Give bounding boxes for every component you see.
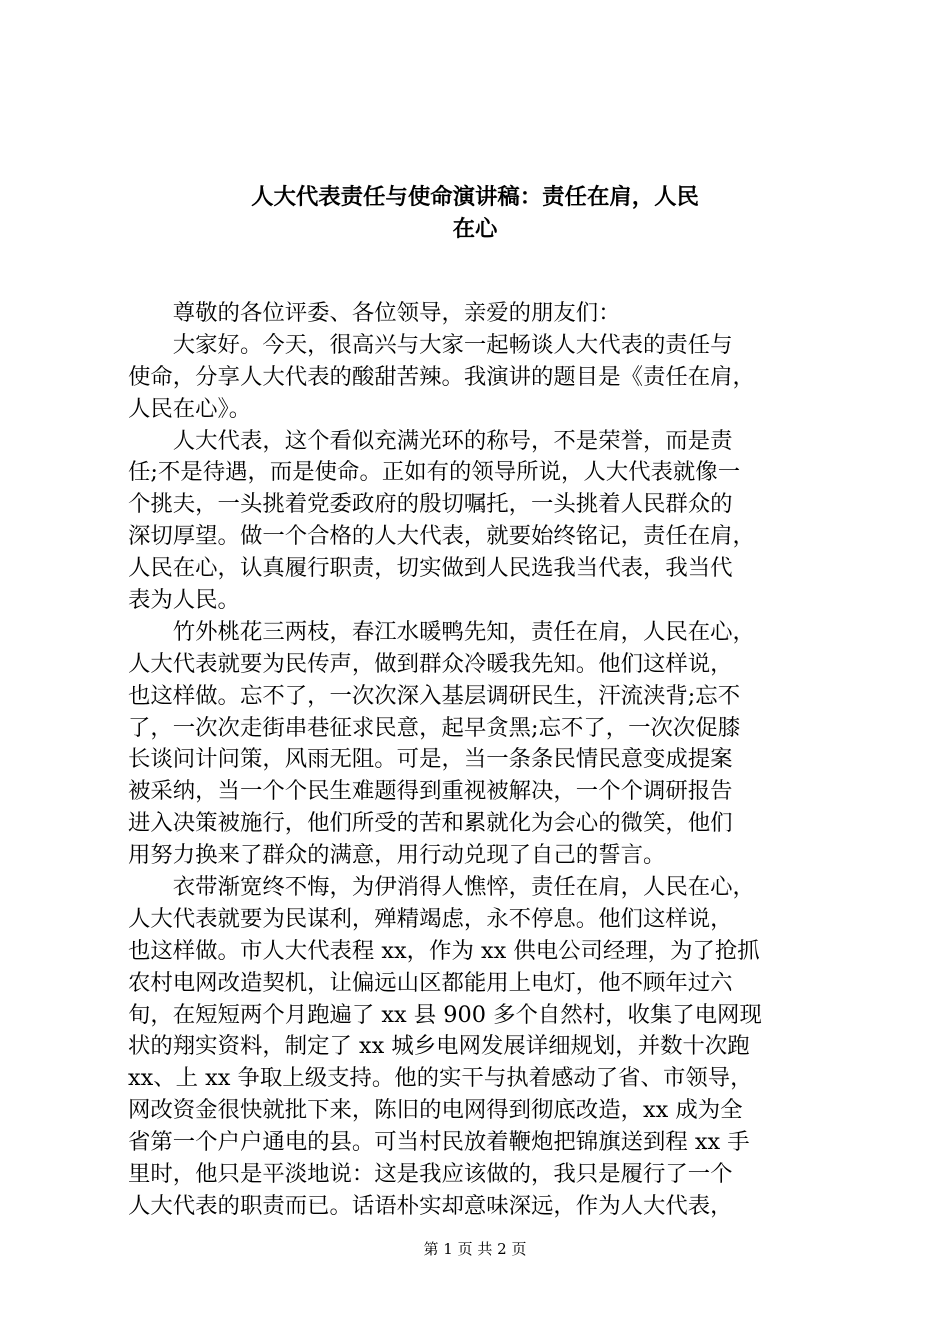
body-line: 农村电网改造契机，让偏远山区都能用上电灯，他不顾年过六 [128,969,733,996]
body-line: 大家好。今天，很高兴与大家一起畅谈人大代表的责任与 [128,331,733,358]
body-line: 衣带渐宽终不悔，为伊消得人憔悴，责任在肩，人民在心， [128,874,755,901]
body-line: 长谈问计问策，风雨无阻。可是，当一条条民情民意变成提案 [128,746,733,773]
body-line: 尊敬的各位评委、各位领导，亲爱的朋友们： [128,300,621,326]
body-line: 使命，分享人大代表的酸甜苦辣。我演讲的题目是《责任在肩， [128,363,755,390]
body-line: 被采纳，当一个个民生难题得到重视被解决，一个个调研报告 [128,778,733,805]
body-line: 个挑夫，一头挑着党委政府的殷切嘱托，一头挑着人民群众的 [128,491,733,518]
body-line: 省第一个户户通电的县。可当村民放着鞭炮把锦旗送到程 xx 手 [128,1129,750,1156]
title-line: 在心 [452,215,498,242]
body-line: 任;不是待遇，而是使命。正如有的领导所说，人大代表就像一 [128,459,741,486]
page-footer [0,1238,950,1260]
body-line: 用努力换来了群众的满意，用行动兑现了自己的誓言。 [128,842,666,869]
document-body [128,298,828,1223]
body-line: 人民在心，认真履行职责，切实做到人民选我当代表，我当代 [128,555,733,582]
document-title [110,182,840,246]
body-line: 人大代表，这个看似充满光环的称号，不是荣誉，而是责 [128,427,733,454]
body-line: 人民在心》。 [128,395,252,422]
page-number-label: 第 1 页 共 2 页 [423,1240,527,1258]
body-line: 竹外桃花三两枝，春江水暖鸭先知，责任在肩，人民在心， [128,618,755,645]
title-line: 人大代表责任与使命演讲稿：责任在肩，人民 [251,184,699,210]
body-line: 也这样做。市人大代表程 xx，作为 xx 供电公司经理，为了抢抓 [128,937,760,964]
body-line: 也这样做。忘不了，一次次深入基层调研民生，汗流浃背;忘不 [128,682,741,709]
body-line: 了，一次次走街串巷征求民意，起早贪黑;忘不了，一次次促膝 [128,714,741,741]
body-line: 人大代表就要为民传声，做到群众冷暖我先知。他们这样说， [128,650,733,677]
body-line: xx、上 xx 争取上级支持。他的实干与执着感动了省、市领导， [128,1065,753,1092]
body-line: 状的翔实资料，制定了 xx 城乡电网发展详细规划，并数十次跑 [128,1033,750,1060]
body-line: 旬，在短短两个月跑遍了 xx 县 900 多个自然村，收集了电网现 [128,1001,762,1028]
body-line: 网改资金很快就批下来，陈旧的电网得到彻底改造，xx 成为全 [128,1097,743,1124]
body-line: 人大代表的职责而已。话语朴实却意味深远，作为人大代表， [128,1192,733,1219]
body-line: 表为人民。 [128,587,240,614]
body-line: 进入决策被施行，他们所受的苦和累就化为会心的微笑，他们 [128,810,733,837]
body-line: 人大代表就要为民谋利，殚精竭虑，永不停息。他们这样说， [128,905,733,932]
body-line: 里时，他只是平淡地说：这是我应该做的，我只是履行了一个 [128,1161,733,1188]
body-line: 深切厚望。做一个合格的人大代表，就要始终铭记，责任在肩， [128,523,755,550]
